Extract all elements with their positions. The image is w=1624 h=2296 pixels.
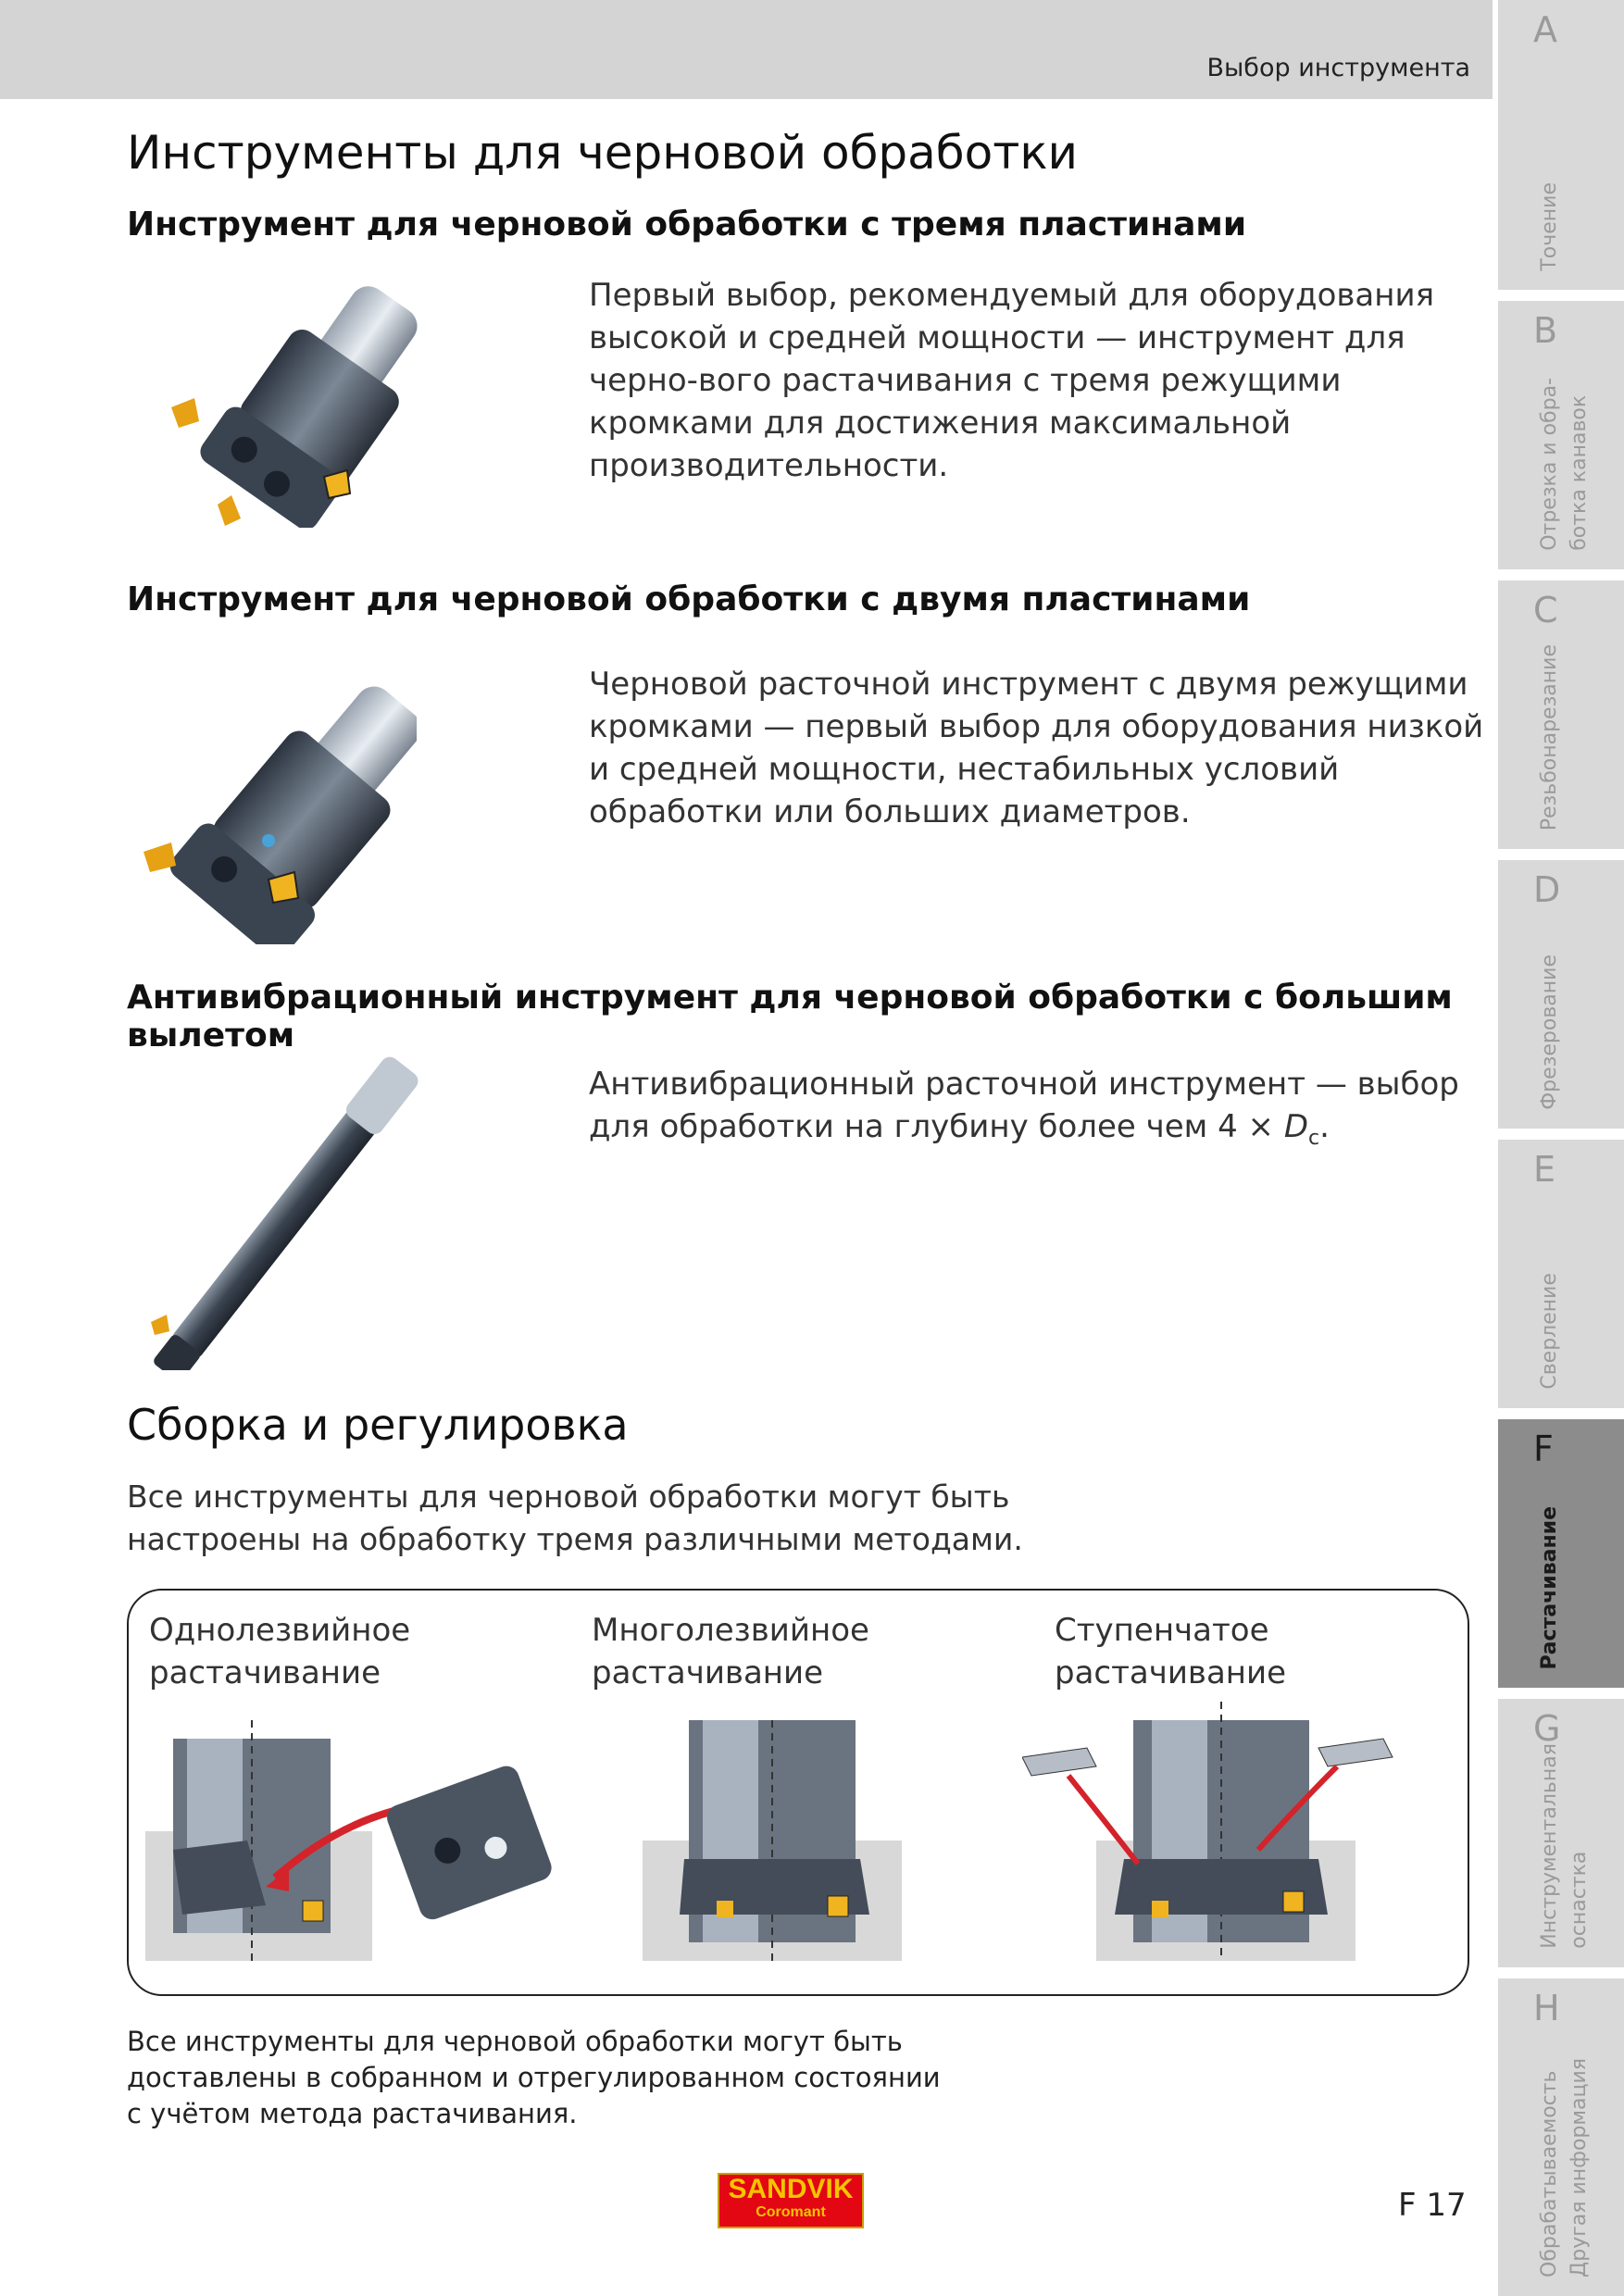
- tab-letter: C: [1533, 590, 1558, 630]
- tab-label: Отрезка и обра- ботка канавок: [1538, 378, 1591, 551]
- tab-label: Сверление: [1538, 1273, 1561, 1390]
- tab-letter: H: [1533, 1988, 1560, 2028]
- tab-label: Фрезерование: [1538, 955, 1561, 1110]
- section-text: Первый выбор, рекомендуемый для оборудования высокой и средней мощности — инструмент для черно-вого растачивания с тремя режущими кромками для достижения максимальной производительности.: [589, 277, 1435, 484]
- tab-label: Резьбонарезание: [1538, 643, 1561, 830]
- tab-letter: G: [1533, 1708, 1561, 1749]
- tab-letter: A: [1533, 9, 1557, 50]
- sandvik-coromant-logo: [718, 2173, 864, 2228]
- two-insert-tool-image: [130, 667, 417, 944]
- section-title: Антивибрационный инструмент для черновой обработки с большим вылетом: [127, 979, 1453, 1054]
- dc-symbol: D: [1283, 1108, 1309, 1145]
- tab-c[interactable]: [1498, 580, 1624, 849]
- section-text-main: Антивибрационный расточной инструмент — выбор для обработки на глубину более чем 4 ×: [589, 1066, 1459, 1145]
- method-label-multi: Многолезвийное растачивание: [592, 1612, 869, 1691]
- tab-b[interactable]: [1498, 301, 1624, 569]
- section-title: Инструмент для черновой обработки с тремя пластинами: [127, 206, 1247, 243]
- tab-label: Обрабатываемость Другая информация: [1538, 2058, 1591, 2277]
- header-title: Выбор инструмента: [1206, 54, 1470, 82]
- single-edge-boring-illustration: [145, 1720, 553, 1961]
- tab-g[interactable]: [1498, 1699, 1624, 1967]
- sidetabs: [1498, 0, 1624, 2296]
- tab-f[interactable]: [1498, 1419, 1624, 1688]
- page-title: Инструменты для черновой обработки: [127, 126, 1079, 180]
- assembly-title: Сборка и регулировка: [127, 1400, 629, 1450]
- tab-label: Точение: [1538, 182, 1561, 271]
- header-bar: [0, 0, 1493, 99]
- methods-panel: [127, 1589, 1469, 1996]
- tab-h[interactable]: [1498, 1978, 1624, 2296]
- tab-label: Инструментальная оснастка: [1538, 1743, 1591, 1949]
- tab-letter: E: [1533, 1149, 1556, 1190]
- assembly-intro: Все инструменты для черновой обработки могут быть настроены на обработку тремя различными методами.: [127, 1479, 1023, 1557]
- section-title: Инструмент для черновой обработки с двумя пластинами: [127, 580, 1251, 618]
- logo-main: SANDVIK: [728, 2174, 854, 2204]
- tab-a[interactable]: [1498, 0, 1624, 290]
- page-number: F 17: [1398, 2187, 1467, 2224]
- method-label-single: Однолезвийное растачивание: [149, 1612, 411, 1691]
- multi-edge-boring-illustration: [643, 1720, 902, 1961]
- assembly-footnote: Все инструменты для черновой обработки могут быть доставлены в собранном и отрегулированном состоянии с учётом метода растачивания.: [127, 2026, 941, 2129]
- anti-vibration-tool-image: [125, 1055, 458, 1370]
- dc-subscript: c: [1308, 1126, 1320, 1150]
- section-text-end: .: [1319, 1108, 1330, 1145]
- logo-sub: Coromant: [756, 2204, 826, 2220]
- section-text: [589, 1063, 1487, 1160]
- tab-letter: D: [1533, 869, 1561, 910]
- tab-e[interactable]: [1498, 1140, 1624, 1408]
- method-label-step: Ступенчатое растачивание: [1055, 1612, 1287, 1691]
- tab-letter: B: [1533, 310, 1558, 351]
- three-insert-tool-image: [153, 268, 421, 528]
- section-text: Черновой расточной инструмент с двумя режущими кромками — первый выбор для оборудования низкой и средней мощности, нестабильных условий обработки или больших диаметров.: [589, 666, 1484, 830]
- step-boring-illustration: [1022, 1702, 1420, 1961]
- tab-label: Растачивание: [1538, 1505, 1561, 1669]
- tab-letter: F: [1533, 1429, 1554, 1469]
